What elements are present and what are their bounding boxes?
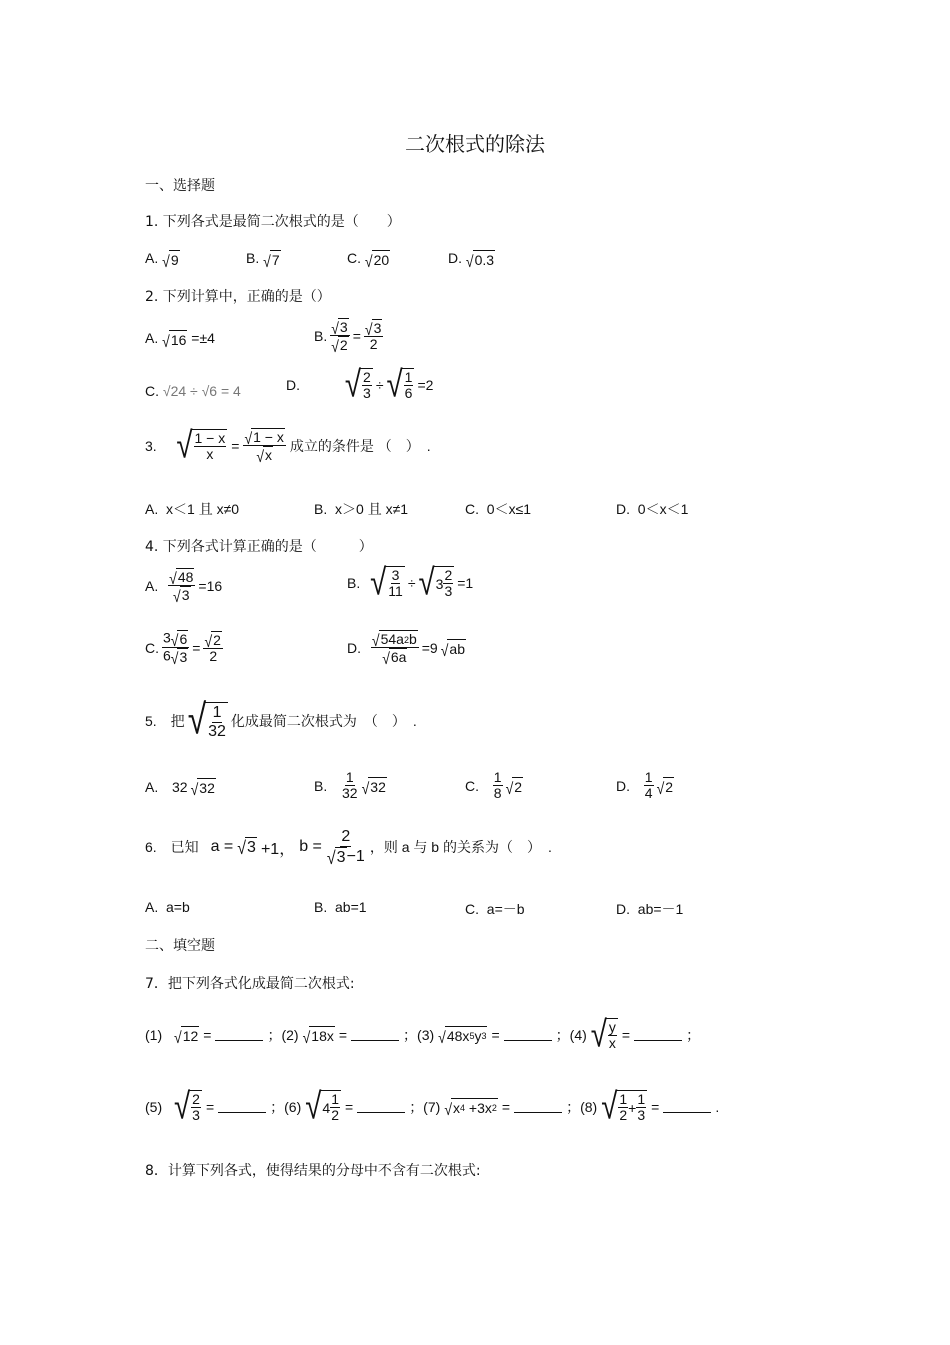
q3-option-d: D. 0＜x＜1 [616, 501, 689, 517]
question-5-stem: 5. 把 √ $\frac{1}{32}$ 化成最简二次根式为 （ ） . [145, 697, 417, 744]
q2-option-c: C. √24 ÷ √6 = 4 [145, 383, 241, 399]
q1-option-c: C. √ 20 [347, 250, 390, 271]
q4-option-d: D. √ 54a 2 b √ 6a =9 √ ab [347, 631, 465, 669]
q1-option-d: D. √ 0.3 [448, 250, 495, 271]
q5-option-a: A. 32 √ 32 [145, 779, 215, 799]
q2-option-a: A. √ 16 =±4 [145, 330, 215, 351]
section-heading-fill-in: 二、填空题 [145, 938, 215, 954]
q7-row-1: (1) √ 12 = ；(2) √ 18x = ；(3) √ 48x 5 y 3 = ；(4) √ $\frac{y}{x}$ = ； [145, 1014, 701, 1056]
question-4-stem: 4. 下列各式计算正确的是（ ） [145, 539, 373, 555]
q1-option-a: A. √ 9 [145, 250, 179, 271]
q4-option-c: C. 3 √ 6 6 √ 3 = √ 2 2 [145, 629, 221, 669]
q5-option-c: C. $\frac{1}{8}$ √ 2 [465, 769, 523, 802]
q2-option-b: B. √ 3 √ 2 = √ 3 2 [314, 319, 382, 357]
question-8-stem: 8．计算下列各式，使得结果的分母中不含有二次根式: [145, 1163, 481, 1179]
q4-option-b: B. √ $\frac{3}{11}$ ÷ √ 3 $\frac{2}{3}$ =1 [347, 562, 474, 604]
q3-option-b: B. x＞0 且 x≠1 [314, 501, 409, 517]
question-7-stem: 7．把下列各式化成最简二次根式: [145, 976, 355, 992]
section-heading-choice: 一、选择题 [145, 178, 215, 194]
q3-option-c: C. 0＜x≤1 [465, 501, 532, 517]
question-6-stem: 6. 已知 a = √ 3 +1， b = 2 √ 3 −1 ，则 a 与 b 的关系为（ ） . [145, 828, 552, 868]
q6-option-d: D. ab=－1 [616, 901, 684, 917]
q1-option-b: B. √ 7 [246, 250, 280, 271]
question-2-stem: 2. 下列计算中，正确的是（） [145, 289, 331, 305]
q6-option-a: A. a=b [145, 899, 190, 915]
q2-option-d: D. √ $\frac{2}{3}$ ÷ √ $\frac{1}{6}$ =2 [286, 364, 434, 406]
q3-option-a: A. x＜1 且 x≠0 [145, 501, 240, 517]
question-3-stem: 3. √ $\frac{1 - x}{x}$ = √ 1 − x √ x 成立的条件是 （ ） . [145, 425, 431, 467]
question-1-stem: 1. 下列各式是最简二次根式的是（ ） [145, 214, 401, 230]
q5-option-b: B. $\frac{1}{32}$ √ 32 [314, 769, 386, 802]
q5-option-d: D. $\frac{1}{4}$ √ 2 [616, 769, 674, 802]
q7-row-2: (5) √ $\frac{2}{3}$ = ；(6) √ 4 $\frac{1}{2}$ = ；(7) √ x 4 +3x 2 = ；(8) √ $\frac{1}{2}$ + $\frac{1}{3}$ = . [145, 1086, 720, 1128]
q6-option-c: C. a=－b [465, 901, 525, 917]
q6-option-b: B. ab=1 [314, 899, 367, 915]
q4-option-a: A. √ 48 √ 3 =16 [145, 569, 223, 607]
page-title: 二次根式的除法 [405, 132, 545, 156]
